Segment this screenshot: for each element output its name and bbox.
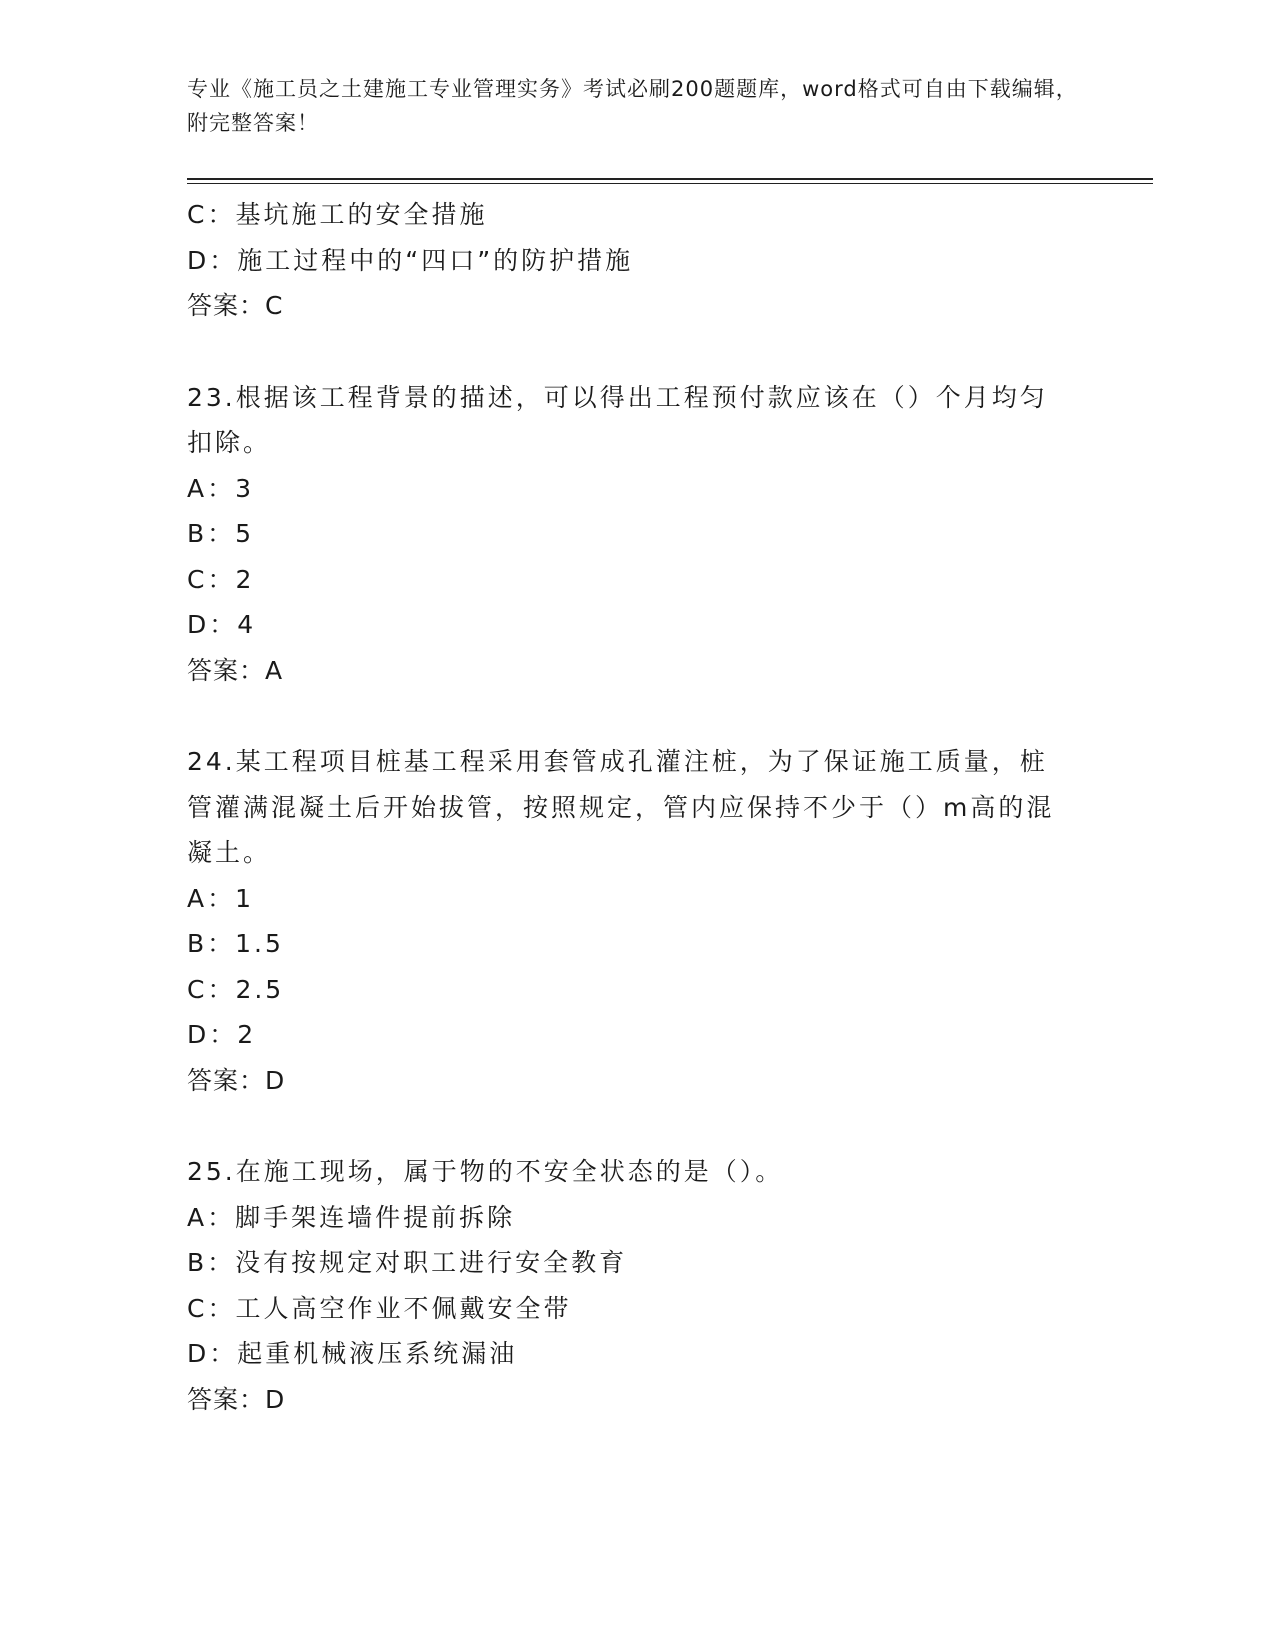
document-body [187,192,1087,1422]
option-a: A：3 [187,473,255,503]
answer: 答案：D [187,1384,286,1414]
option-c: C：2 [187,564,255,594]
question-stem-line: 凝土。 [187,838,272,867]
option-c: C：基坑施工的安全措施 [187,200,488,229]
question-stem-line: 管灌满混凝土后开始拔管，按照规定，管内应保持不少于（）m高的混 [187,792,1055,822]
question-23 [187,375,1087,694]
question-24 [187,739,1087,1103]
question-stem-line: 23.根据该工程背景的描述，可以得出工程预付款应该在（）个月均匀 [187,382,1048,412]
answer: 答案：D [187,1065,286,1095]
answer: 答案：C [187,291,284,320]
option-c: C：2.5 [187,974,285,1004]
question-stem-line: 25.在施工现场，属于物的不安全状态的是（）。 [187,1157,784,1186]
option-d: D：起重机械液压系统漏油 [187,1339,518,1368]
option-b: B：5 [187,519,255,548]
option-c: C：工人高空作业不佩戴安全带 [187,1293,572,1323]
document-header: 专业《施工员之土建施工专业管理实务》考试必刷200题题库，word格式可自由下载编辑，附完整答案！ [187,77,1078,135]
option-a: A：脚手架连墙件提前拆除 [187,1202,516,1232]
option-d: D：2 [187,1020,257,1049]
question-stem-line: 扣除。 [187,428,272,457]
option-d: D：施工过程中的“四口”的防护措施 [187,245,634,275]
spacer [187,693,1087,739]
question-25 [187,1149,1087,1422]
spacer [187,329,1087,375]
option-b: B：没有按规定对职工进行安全教育 [187,1248,628,1277]
question-stem-line: 24.某工程项目桩基工程采用套管成孔灌注桩，为了保证施工质量，桩 [187,747,1048,776]
spacer [187,1103,1087,1149]
header-divider [187,178,1153,184]
answer: 答案：A [187,655,284,685]
option-d: D：4 [187,610,257,639]
option-a: A：1 [187,883,255,913]
question-22-continuation [187,192,1087,329]
option-b: B：1.5 [187,929,284,958]
